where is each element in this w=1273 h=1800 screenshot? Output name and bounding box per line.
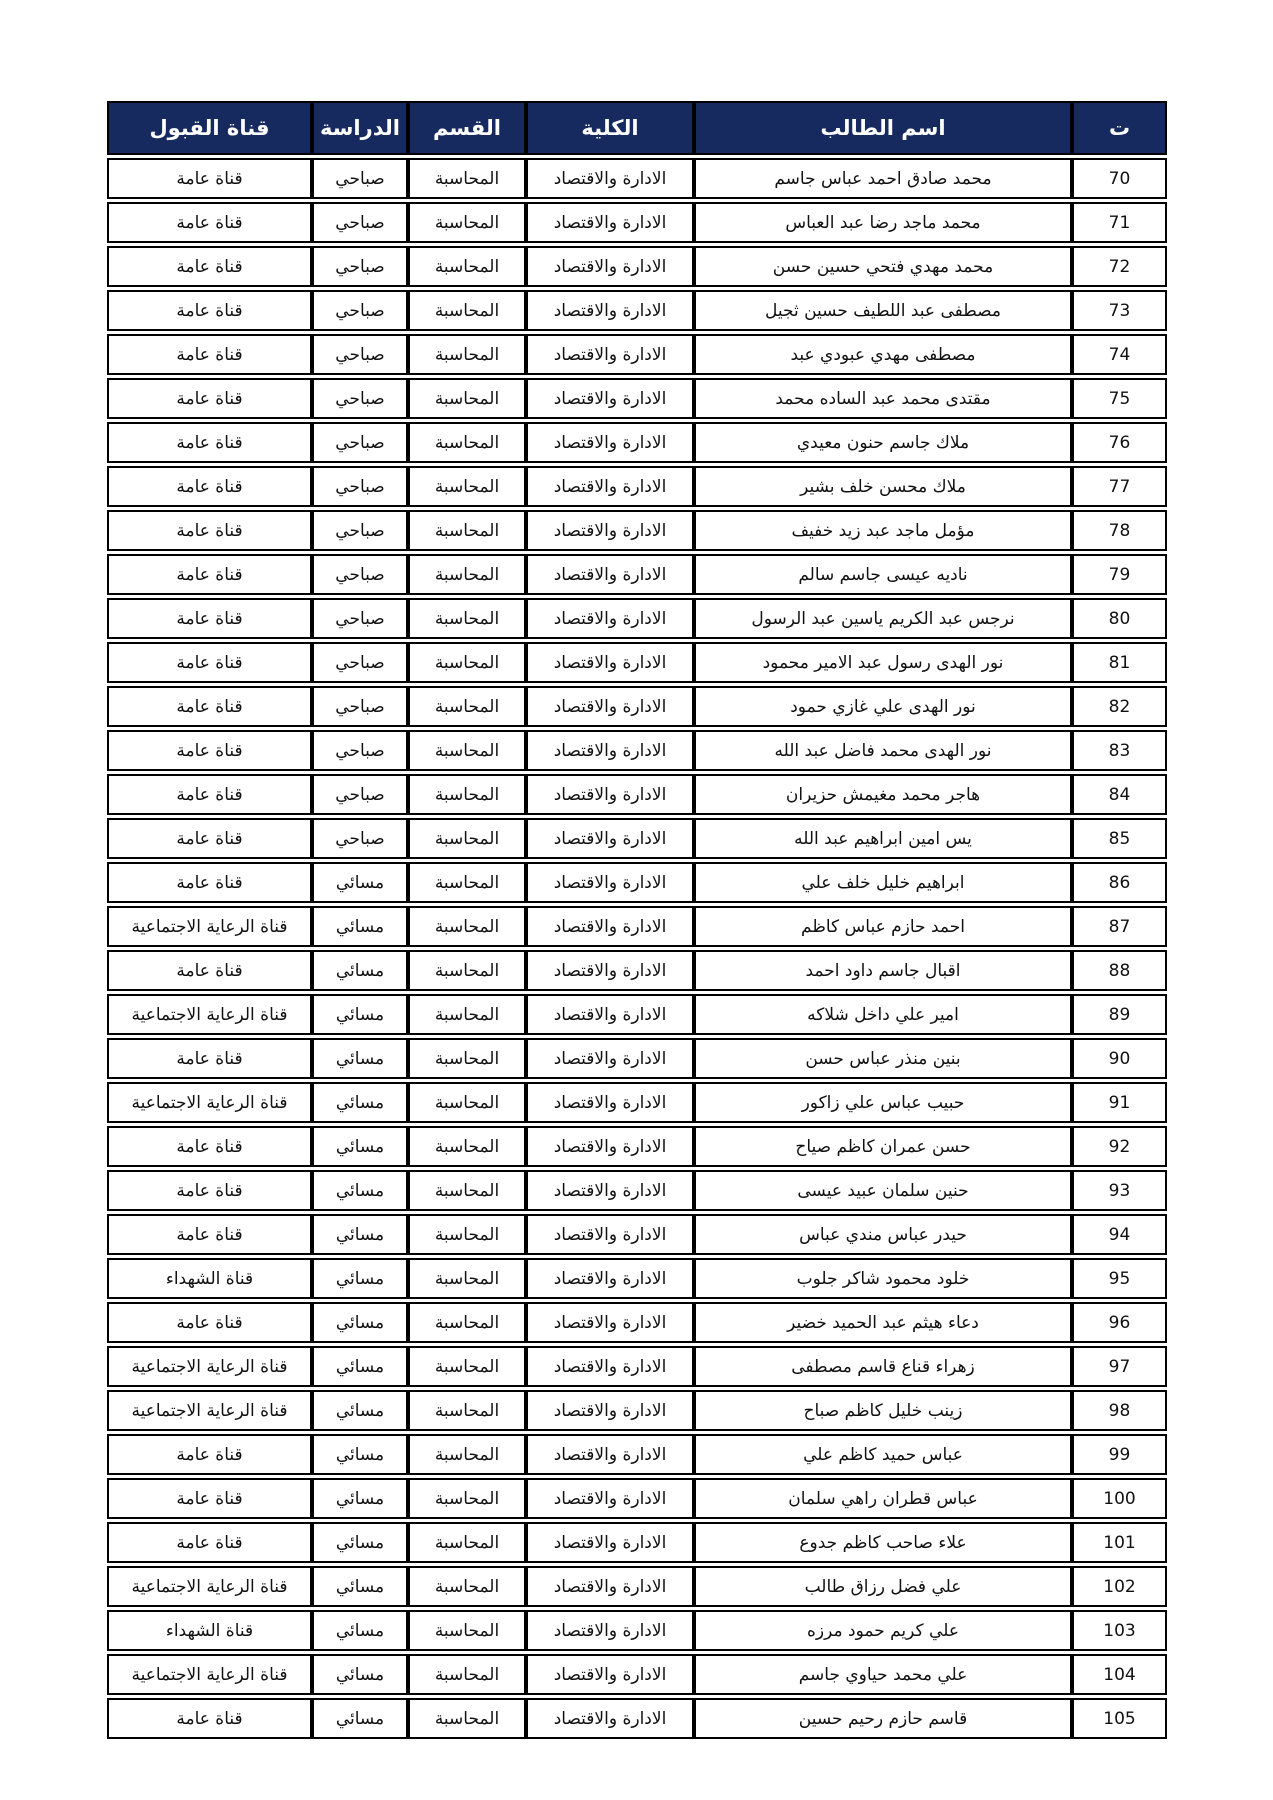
cell-department: المحاسبة [408, 1654, 526, 1695]
cell-student-name: اقبال جاسم داود احمد [694, 950, 1072, 991]
cell-study-type: مسائي [312, 862, 408, 903]
cell-department: المحاسبة [408, 246, 526, 287]
cell-index: 70 [1072, 158, 1167, 199]
cell-study-type: مسائي [312, 1390, 408, 1431]
cell-index: 98 [1072, 1390, 1167, 1431]
header-department: القسم [408, 101, 526, 155]
header-name: اسم الطالب [694, 101, 1072, 155]
cell-college: الادارة والاقتصاد [526, 642, 694, 683]
cell-index: 75 [1072, 378, 1167, 419]
cell-study-type: مسائي [312, 1126, 408, 1167]
cell-student-name: هاجر محمد مغيمش حزيران [694, 774, 1072, 815]
cell-student-name: علي فضل رزاق طالب [694, 1566, 1072, 1607]
cell-index: 77 [1072, 466, 1167, 507]
cell-admission-channel: قناة الشهداء [107, 1610, 312, 1651]
cell-study-type: مسائي [312, 1698, 408, 1739]
table-row [107, 1214, 1167, 1255]
cell-study-type: مسائي [312, 1522, 408, 1563]
cell-college: الادارة والاقتصاد [526, 1214, 694, 1255]
cell-study-type: صباحي [312, 246, 408, 287]
cell-department: المحاسبة [408, 1038, 526, 1079]
cell-student-name: محمد صادق احمد عباس جاسم [694, 158, 1072, 199]
cell-student-name: مقتدى محمد عبد الساده محمد [694, 378, 1072, 419]
cell-department: المحاسبة [408, 378, 526, 419]
cell-study-type: مسائي [312, 1566, 408, 1607]
cell-student-name: ملاك محسن خلف بشير [694, 466, 1072, 507]
table-row [107, 686, 1167, 727]
cell-department: المحاسبة [408, 1434, 526, 1475]
cell-study-type: مسائي [312, 1038, 408, 1079]
cell-student-name: محمد ماجد رضا عبد العباس [694, 202, 1072, 243]
cell-department: المحاسبة [408, 1346, 526, 1387]
cell-college: الادارة والاقتصاد [526, 1522, 694, 1563]
cell-admission-channel: قناة الرعاية الاجتماعية [107, 1346, 312, 1387]
cell-college: الادارة والاقتصاد [526, 686, 694, 727]
cell-index: 89 [1072, 994, 1167, 1035]
cell-department: المحاسبة [408, 906, 526, 947]
table-row [107, 1522, 1167, 1563]
cell-college: الادارة والاقتصاد [526, 1390, 694, 1431]
cell-admission-channel: قناة الشهداء [107, 1258, 312, 1299]
cell-study-type: مسائي [312, 906, 408, 947]
cell-college: الادارة والاقتصاد [526, 378, 694, 419]
cell-admission-channel: قناة عامة [107, 1302, 312, 1343]
cell-student-name: عباس حميد كاظم علي [694, 1434, 1072, 1475]
cell-department: المحاسبة [408, 862, 526, 903]
cell-college: الادارة والاقتصاد [526, 1258, 694, 1299]
table-row [107, 466, 1167, 507]
cell-department: المحاسبة [408, 774, 526, 815]
cell-student-name: خلود محمود شاكر جلوب [694, 1258, 1072, 1299]
table-row [107, 1434, 1167, 1475]
cell-college: الادارة والاقتصاد [526, 1038, 694, 1079]
cell-index: 91 [1072, 1082, 1167, 1123]
cell-study-type: صباحي [312, 774, 408, 815]
table-body [107, 158, 1167, 1739]
cell-department: المحاسبة [408, 334, 526, 375]
table-row [107, 202, 1167, 243]
cell-college: الادارة والاقتصاد [526, 818, 694, 859]
cell-student-name: امير علي داخل شلاكه [694, 994, 1072, 1035]
cell-student-name: يس امين ابراهيم عبد الله [694, 818, 1072, 859]
cell-study-type: صباحي [312, 202, 408, 243]
table-row [107, 1258, 1167, 1299]
table-row [107, 1654, 1167, 1695]
cell-admission-channel: قناة الرعاية الاجتماعية [107, 994, 312, 1035]
table-row [107, 906, 1167, 947]
cell-student-name: زينب خليل كاظم صباح [694, 1390, 1072, 1431]
table-row [107, 1302, 1167, 1343]
cell-study-type: مسائي [312, 1654, 408, 1695]
cell-admission-channel: قناة عامة [107, 642, 312, 683]
cell-admission-channel: قناة عامة [107, 598, 312, 639]
table-row [107, 1390, 1167, 1431]
cell-study-type: صباحي [312, 510, 408, 551]
cell-study-type: صباحي [312, 378, 408, 419]
cell-index: 87 [1072, 906, 1167, 947]
cell-student-name: بنين منذر عباس حسن [694, 1038, 1072, 1079]
cell-department: المحاسبة [408, 950, 526, 991]
cell-department: المحاسبة [408, 1214, 526, 1255]
cell-admission-channel: قناة عامة [107, 1434, 312, 1475]
cell-department: المحاسبة [408, 598, 526, 639]
cell-index: 73 [1072, 290, 1167, 331]
cell-study-type: صباحي [312, 334, 408, 375]
cell-student-name: ابراهيم خليل خلف علي [694, 862, 1072, 903]
cell-admission-channel: قناة عامة [107, 510, 312, 551]
cell-study-type: صباحي [312, 730, 408, 771]
cell-department: المحاسبة [408, 994, 526, 1035]
cell-admission-channel: قناة عامة [107, 730, 312, 771]
cell-department: المحاسبة [408, 554, 526, 595]
cell-study-type: مسائي [312, 994, 408, 1035]
cell-department: المحاسبة [408, 422, 526, 463]
cell-study-type: مسائي [312, 1214, 408, 1255]
cell-department: المحاسبة [408, 1522, 526, 1563]
cell-study-type: صباحي [312, 686, 408, 727]
cell-college: الادارة والاقتصاد [526, 598, 694, 639]
students-table-container [107, 98, 1167, 1742]
cell-index: 93 [1072, 1170, 1167, 1211]
cell-admission-channel: قناة الرعاية الاجتماعية [107, 1654, 312, 1695]
cell-admission-channel: قناة عامة [107, 950, 312, 991]
cell-study-type: مسائي [312, 1170, 408, 1211]
cell-admission-channel: قناة عامة [107, 466, 312, 507]
cell-study-type: صباحي [312, 290, 408, 331]
table-row [107, 1126, 1167, 1167]
cell-student-name: محمد مهدي فتحي حسين حسن [694, 246, 1072, 287]
cell-admission-channel: قناة الرعاية الاجتماعية [107, 1390, 312, 1431]
cell-admission-channel: قناة عامة [107, 1214, 312, 1255]
table-row [107, 774, 1167, 815]
cell-study-type: صباحي [312, 422, 408, 463]
cell-admission-channel: قناة عامة [107, 378, 312, 419]
cell-department: المحاسبة [408, 1126, 526, 1167]
cell-college: الادارة والاقتصاد [526, 466, 694, 507]
cell-department: المحاسبة [408, 158, 526, 199]
cell-student-name: علاء صاحب كاظم جدوع [694, 1522, 1072, 1563]
cell-department: المحاسبة [408, 1082, 526, 1123]
cell-index: 102 [1072, 1566, 1167, 1607]
table-row [107, 598, 1167, 639]
cell-admission-channel: قناة عامة [107, 1522, 312, 1563]
table-row [107, 510, 1167, 551]
table-row [107, 1038, 1167, 1079]
cell-index: 78 [1072, 510, 1167, 551]
table-row [107, 818, 1167, 859]
cell-index: 88 [1072, 950, 1167, 991]
cell-study-type: مسائي [312, 1346, 408, 1387]
cell-department: المحاسبة [408, 1610, 526, 1651]
cell-admission-channel: قناة عامة [107, 862, 312, 903]
table-row [107, 862, 1167, 903]
cell-student-name: نور الهدى محمد فاضل عبد الله [694, 730, 1072, 771]
cell-admission-channel: قناة الرعاية الاجتماعية [107, 1566, 312, 1607]
cell-index: 94 [1072, 1214, 1167, 1255]
cell-college: الادارة والاقتصاد [526, 334, 694, 375]
cell-student-name: علي محمد حياوي جاسم [694, 1654, 1072, 1695]
cell-college: الادارة والاقتصاد [526, 1434, 694, 1475]
header-channel: قناة القبول [107, 101, 312, 155]
cell-index: 79 [1072, 554, 1167, 595]
cell-admission-channel: قناة الرعاية الاجتماعية [107, 906, 312, 947]
cell-college: الادارة والاقتصاد [526, 950, 694, 991]
cell-index: 90 [1072, 1038, 1167, 1079]
cell-index: 74 [1072, 334, 1167, 375]
cell-index: 82 [1072, 686, 1167, 727]
cell-index: 97 [1072, 1346, 1167, 1387]
cell-admission-channel: قناة عامة [107, 158, 312, 199]
cell-department: المحاسبة [408, 1698, 526, 1739]
cell-college: الادارة والاقتصاد [526, 1566, 694, 1607]
cell-index: 84 [1072, 774, 1167, 815]
cell-admission-channel: قناة عامة [107, 554, 312, 595]
cell-admission-channel: قناة عامة [107, 1126, 312, 1167]
cell-study-type: صباحي [312, 642, 408, 683]
cell-study-type: صباحي [312, 158, 408, 199]
table-row [107, 378, 1167, 419]
cell-study-type: مسائي [312, 1610, 408, 1651]
cell-college: الادارة والاقتصاد [526, 1302, 694, 1343]
cell-department: المحاسبة [408, 818, 526, 859]
table-row [107, 334, 1167, 375]
cell-department: المحاسبة [408, 466, 526, 507]
cell-college: الادارة والاقتصاد [526, 554, 694, 595]
cell-index: 86 [1072, 862, 1167, 903]
cell-college: الادارة والاقتصاد [526, 202, 694, 243]
cell-student-name: ملاك جاسم حنون معيدي [694, 422, 1072, 463]
cell-admission-channel: قناة عامة [107, 1478, 312, 1519]
cell-student-name: علي كريم حمود مرزه [694, 1610, 1072, 1651]
cell-student-name: حسن عمران كاظم صياح [694, 1126, 1072, 1167]
cell-college: الادارة والاقتصاد [526, 1126, 694, 1167]
cell-admission-channel: قناة عامة [107, 334, 312, 375]
cell-college: الادارة والاقتصاد [526, 246, 694, 287]
cell-admission-channel: قناة عامة [107, 1170, 312, 1211]
cell-college: الادارة والاقتصاد [526, 862, 694, 903]
cell-college: الادارة والاقتصاد [526, 1170, 694, 1211]
cell-index: 99 [1072, 1434, 1167, 1475]
cell-student-name: حيدر عباس مندي عباس [694, 1214, 1072, 1255]
table-row [107, 290, 1167, 331]
cell-college: الادارة والاقتصاد [526, 1346, 694, 1387]
cell-department: المحاسبة [408, 510, 526, 551]
cell-index: 101 [1072, 1522, 1167, 1563]
header-study: الدراسة [312, 101, 408, 155]
cell-study-type: مسائي [312, 1478, 408, 1519]
cell-student-name: عباس قطران راهي سلمان [694, 1478, 1072, 1519]
table-row [107, 1566, 1167, 1607]
students-table [107, 98, 1167, 1742]
table-row [107, 994, 1167, 1035]
cell-student-name: مصطفى عبد اللطيف حسين ثجيل [694, 290, 1072, 331]
cell-index: 76 [1072, 422, 1167, 463]
cell-index: 95 [1072, 1258, 1167, 1299]
cell-index: 83 [1072, 730, 1167, 771]
cell-department: المحاسبة [408, 1478, 526, 1519]
cell-study-type: مسائي [312, 1434, 408, 1475]
table-row [107, 1698, 1167, 1739]
table-row [107, 1478, 1167, 1519]
cell-index: 92 [1072, 1126, 1167, 1167]
cell-student-name: قاسم حازم رحيم حسين [694, 1698, 1072, 1739]
cell-study-type: صباحي [312, 466, 408, 507]
table-row [107, 730, 1167, 771]
cell-index: 103 [1072, 1610, 1167, 1651]
cell-college: الادارة والاقتصاد [526, 906, 694, 947]
cell-department: المحاسبة [408, 1566, 526, 1607]
cell-college: الادارة والاقتصاد [526, 1082, 694, 1123]
cell-admission-channel: قناة عامة [107, 202, 312, 243]
cell-student-name: حنين سلمان عبيد عيسى [694, 1170, 1072, 1211]
cell-admission-channel: قناة عامة [107, 246, 312, 287]
cell-admission-channel: قناة عامة [107, 1698, 312, 1739]
cell-college: الادارة والاقتصاد [526, 510, 694, 551]
cell-index: 105 [1072, 1698, 1167, 1739]
table-row [107, 642, 1167, 683]
cell-department: المحاسبة [408, 686, 526, 727]
table-row [107, 950, 1167, 991]
header-college: الكلية [526, 101, 694, 155]
cell-department: المحاسبة [408, 290, 526, 331]
cell-student-name: ناديه عيسى جاسم سالم [694, 554, 1072, 595]
cell-department: المحاسبة [408, 1170, 526, 1211]
cell-study-type: صباحي [312, 598, 408, 639]
table-row [107, 246, 1167, 287]
cell-department: المحاسبة [408, 202, 526, 243]
cell-college: الادارة والاقتصاد [526, 422, 694, 463]
cell-index: 80 [1072, 598, 1167, 639]
cell-college: الادارة والاقتصاد [526, 158, 694, 199]
cell-department: المحاسبة [408, 642, 526, 683]
cell-student-name: مؤمل ماجد عبد زيد خفيف [694, 510, 1072, 551]
cell-study-type: مسائي [312, 1258, 408, 1299]
cell-admission-channel: قناة عامة [107, 1038, 312, 1079]
cell-college: الادارة والاقتصاد [526, 1610, 694, 1651]
header-index: ت [1072, 101, 1167, 155]
table-row [107, 1346, 1167, 1387]
cell-college: الادارة والاقتصاد [526, 1478, 694, 1519]
cell-admission-channel: قناة الرعاية الاجتماعية [107, 1082, 312, 1123]
cell-student-name: دعاء هيثم عبد الحميد خضير [694, 1302, 1072, 1343]
cell-study-type: مسائي [312, 950, 408, 991]
cell-department: المحاسبة [408, 1302, 526, 1343]
cell-student-name: نور الهدى علي غازي حمود [694, 686, 1072, 727]
cell-college: الادارة والاقتصاد [526, 1654, 694, 1695]
table-row [107, 1170, 1167, 1211]
cell-student-name: مصطفى مهدي عبودي عبد [694, 334, 1072, 375]
cell-college: الادارة والاقتصاد [526, 1698, 694, 1739]
cell-index: 81 [1072, 642, 1167, 683]
cell-admission-channel: قناة عامة [107, 290, 312, 331]
cell-student-name: زهراء قناع قاسم مصطفى [694, 1346, 1072, 1387]
cell-index: 85 [1072, 818, 1167, 859]
table-row [107, 554, 1167, 595]
table-row [107, 1082, 1167, 1123]
cell-college: الادارة والاقتصاد [526, 730, 694, 771]
cell-study-type: صباحي [312, 554, 408, 595]
cell-student-name: حبيب عباس علي زاكور [694, 1082, 1072, 1123]
cell-department: المحاسبة [408, 1258, 526, 1299]
cell-study-type: مسائي [312, 1302, 408, 1343]
table-header-row [107, 101, 1167, 155]
cell-department: المحاسبة [408, 730, 526, 771]
cell-index: 104 [1072, 1654, 1167, 1695]
cell-student-name: نور الهدى رسول عبد الامير محمود [694, 642, 1072, 683]
cell-college: الادارة والاقتصاد [526, 994, 694, 1035]
cell-admission-channel: قناة عامة [107, 686, 312, 727]
cell-index: 72 [1072, 246, 1167, 287]
cell-department: المحاسبة [408, 1390, 526, 1431]
cell-admission-channel: قناة عامة [107, 818, 312, 859]
cell-student-name: نرجس عبد الكريم ياسين عبد الرسول [694, 598, 1072, 639]
cell-index: 100 [1072, 1478, 1167, 1519]
cell-student-name: احمد حازم عباس كاظم [694, 906, 1072, 947]
table-row [107, 422, 1167, 463]
cell-college: الادارة والاقتصاد [526, 774, 694, 815]
cell-study-type: صباحي [312, 818, 408, 859]
table-row [107, 1610, 1167, 1651]
cell-study-type: مسائي [312, 1082, 408, 1123]
cell-college: الادارة والاقتصاد [526, 290, 694, 331]
table-row [107, 158, 1167, 199]
cell-index: 96 [1072, 1302, 1167, 1343]
cell-admission-channel: قناة عامة [107, 774, 312, 815]
cell-index: 71 [1072, 202, 1167, 243]
cell-admission-channel: قناة عامة [107, 422, 312, 463]
